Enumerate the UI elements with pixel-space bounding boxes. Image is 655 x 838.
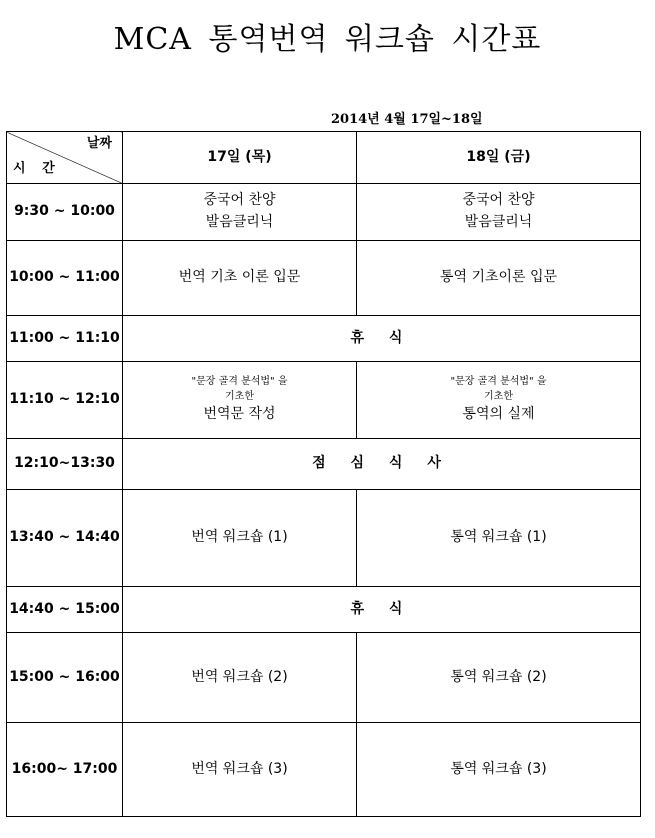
time-cell: 12:10~13:30 [7,439,123,490]
page-title: MCA 통역번역 워크숍 시간표 [113,22,542,57]
table-row [7,241,641,316]
session-note: "문장 골격 분석법" 을 [191,376,288,388]
session-cell: 통역 워크숍 (2) [357,633,641,723]
header-row [7,132,641,184]
table-row [7,439,641,490]
date-range: 2014년 4월 17일~18일 [331,112,483,127]
session-cell: 번역 워크숍 (1) [123,490,357,587]
day-header-18: 18일 (금) [357,132,641,184]
session-cell: 통역 워크숍 (1) [357,490,641,587]
session-note: 기초한 [225,391,254,403]
table-row [7,490,641,587]
session-cell [123,184,357,241]
corner-time-label: 시 간 [13,160,61,176]
session-line: 통역의 실제 [462,406,535,423]
time-cell: 9:30 ~ 10:00 [7,184,123,241]
session-line: 발음클리닉 [464,214,533,230]
session-cell: 번역 워크숍 (3) [123,723,357,817]
time-cell: 13:40 ~ 14:40 [7,490,123,587]
session-cell: 통역 워크숍 (3) [357,723,641,817]
session-cell [357,184,641,241]
table-row [7,723,641,817]
break-cell: 휴 식 [123,316,641,362]
session-line: 중국어 찬양 [462,192,535,209]
time-cell: 16:00~ 17:00 [7,723,123,817]
session-cell: 번역 기초 이론 입문 [123,241,357,316]
table-row [7,587,641,633]
table-row [7,362,641,439]
break-cell: 휴 식 [123,587,641,633]
time-cell: 15:00 ~ 16:00 [7,633,123,723]
session-cell [123,362,357,439]
session-line: 번역문 작성 [203,406,276,423]
time-cell: 11:10 ~ 12:10 [7,362,123,439]
table-row [7,633,641,723]
session-cell: 번역 워크숍 (2) [123,633,357,723]
corner-cell [7,132,123,184]
corner-date-label: 날짜 [86,136,112,151]
session-note: "문장 골격 분석법" 을 [450,376,547,388]
time-cell: 10:00 ~ 11:00 [7,241,123,316]
session-line: 중국어 찬양 [203,192,276,209]
session-note: 기초한 [484,391,513,403]
day-header-17: 17일 (목) [123,132,357,184]
table-row [7,316,641,362]
session-line: 발음클리닉 [205,214,274,230]
session-cell [357,362,641,439]
lunch-cell: 점 심 식 사 [123,439,641,490]
time-cell: 11:00 ~ 11:10 [7,316,123,362]
session-cell: 통역 기초이론 입문 [357,241,641,316]
time-cell: 14:40 ~ 15:00 [7,587,123,633]
table-row [7,184,641,241]
schedule-table [6,131,641,817]
